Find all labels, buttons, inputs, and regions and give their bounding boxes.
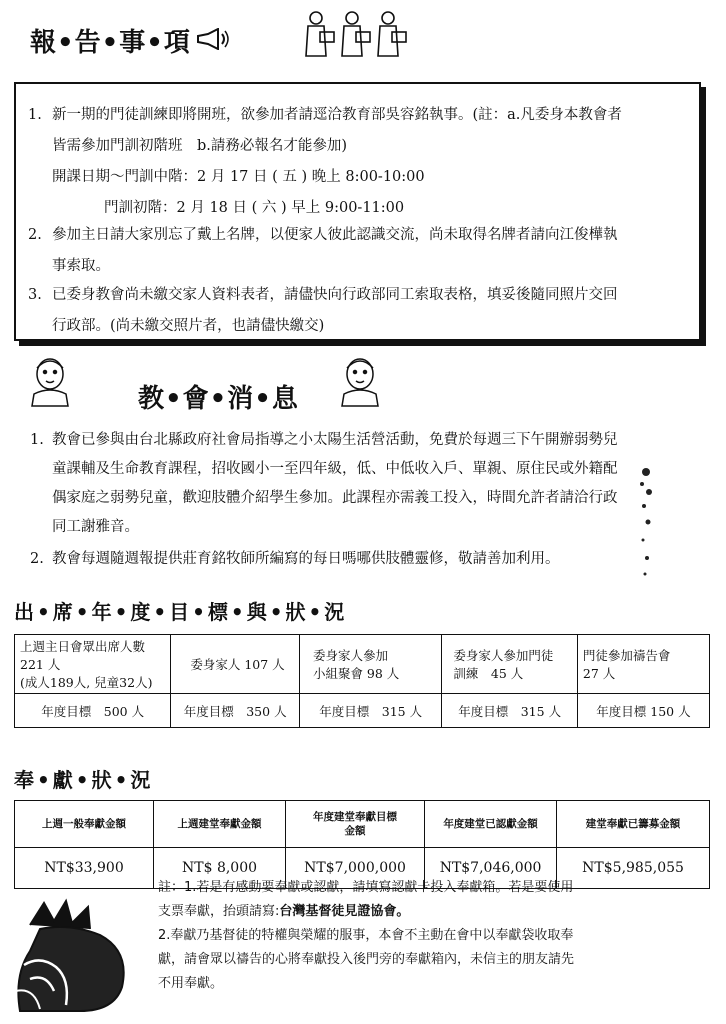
cell-line: 221 人 bbox=[20, 657, 61, 672]
note-2-line-2: 獻，請會眾以禱告的心將奉獻投入後門旁的奉獻箱內，未信主的朋友請先 bbox=[158, 952, 575, 967]
offering-header bbox=[286, 801, 425, 848]
offering-header-row bbox=[15, 801, 710, 848]
cell-line: 訓練 45 人 bbox=[453, 666, 524, 681]
report-1-line-4: 門訓初階：2 月 18 日 ( 六 ) 早上 9:00-11:00 bbox=[104, 200, 405, 216]
report-3-line-1: 已委身教會尚未繳交家人資料表者，請儘快向行政部同工索取表格，填妥後隨同照片交回 bbox=[52, 287, 618, 303]
payee-name: 台灣基督徒見證協會。 bbox=[279, 904, 410, 919]
attendance-cell-prayer bbox=[577, 635, 709, 694]
offering-notes bbox=[158, 876, 703, 996]
offering-value: NT$33,900 bbox=[15, 848, 154, 889]
offering-header bbox=[15, 801, 154, 848]
cell-line: 27 人 bbox=[582, 666, 616, 681]
cherub-right-icon bbox=[338, 354, 382, 408]
section-title-reports: 報•告•事•項 bbox=[30, 28, 191, 58]
report-2-line-2: 事索取。 bbox=[52, 258, 110, 274]
offering-value: NT$7,000,000 bbox=[286, 848, 425, 889]
offering-value: NT$5,985,055 bbox=[557, 848, 710, 889]
offering-header bbox=[557, 801, 710, 848]
target-cell: 年度目標 500 人 bbox=[15, 694, 171, 728]
header-text: 金額 bbox=[344, 825, 366, 837]
offering-value: NT$7,046,000 bbox=[425, 848, 557, 889]
report-1-line-1: 新一期的門徒訓練即將開班，欲參加者請逕洽教育部吳容銘執事。(註：a.凡委身本教會者 bbox=[52, 107, 622, 123]
report-1-line-3: 開課日期～門訓中階：2 月 17 日 ( 五 ) 晚上 8:00-10:00 bbox=[52, 169, 425, 185]
section-title-news: 教•會•消•息 bbox=[138, 384, 299, 414]
ink-blot-decoration bbox=[634, 462, 658, 582]
megaphone-icon bbox=[196, 28, 230, 50]
attendance-row-target bbox=[15, 694, 710, 728]
target-cell: 年度目標 350 人 bbox=[171, 694, 300, 728]
target-cell: 年度目標 315 人 bbox=[442, 694, 578, 728]
cell-line: 小組聚會 98 人 bbox=[312, 666, 400, 681]
attendance-cell-members bbox=[171, 635, 300, 694]
item-number: 1. bbox=[28, 107, 42, 123]
target-cell: 年度目標 315 人 bbox=[299, 694, 441, 728]
item-number: 2. bbox=[30, 551, 44, 567]
offering-header bbox=[154, 801, 286, 848]
cell-line: (成人189人, 兒童32人) bbox=[20, 675, 153, 690]
note-1-line-1: 註：1.若是有感動要奉獻或認獻，請填寫認獻卡投入奉獻箱。若是要使用 bbox=[158, 880, 574, 895]
note-1-line-2 bbox=[158, 900, 703, 924]
news-1-line-4: 同工謝雅音。 bbox=[52, 519, 139, 535]
header-text: 上週建堂奉獻金額 bbox=[177, 818, 262, 830]
header-text: 上週一般奉獻金額 bbox=[42, 818, 126, 830]
target-cell: 年度目標 150 人 bbox=[577, 694, 709, 728]
note-1-line-2-prefix: 支票奉獻，抬頭請寫: bbox=[158, 904, 280, 919]
cell-line: 門徒參加禱告會 bbox=[582, 648, 671, 663]
cell-line: 委身家人 107 人 bbox=[190, 657, 285, 672]
attendance-row-current bbox=[15, 635, 710, 694]
attendance-cell-smallgroup bbox=[299, 635, 441, 694]
cell-line: 上週主日會眾出席人數 bbox=[20, 639, 146, 654]
header-text: 年度建堂已認獻金額 bbox=[443, 818, 538, 830]
news-2-line-1: 教會每週隨週報提供莊育銘牧師所編寫的每日嗎哪供肢體靈修，敬請善加利用。 bbox=[52, 551, 560, 567]
attendance-cell-discipleship bbox=[442, 635, 578, 694]
cell-line: 委身家人參加門徒 bbox=[453, 648, 554, 663]
news-1-line-1: 教會已參與由台北縣政府社會局指導之小太陽生活營活動，免費於每週三下午開辦弱勢兒 bbox=[52, 432, 618, 448]
header-text: 年度建堂奉獻目標 bbox=[313, 811, 398, 823]
report-3-line-2: 行政部。(尚未繳交照片者，也請儘快繳交) bbox=[52, 318, 325, 334]
offering-value: NT$ 8,000 bbox=[154, 848, 286, 889]
section-title-offering: 奉•獻•狀•況 bbox=[14, 768, 154, 792]
item-number: 3. bbox=[28, 287, 42, 303]
note-2-line-1: 2.奉獻乃基督徒的特權與榮耀的服事，本會不主動在會中以奉獻袋收取奉 bbox=[158, 928, 574, 943]
offering-header bbox=[425, 801, 557, 848]
cell-line: 委身家人參加 bbox=[312, 648, 388, 663]
item-number: 2. bbox=[28, 227, 42, 243]
header-text: 建堂奉獻已籌募金額 bbox=[585, 818, 681, 830]
attendance-cell-sunday bbox=[15, 635, 171, 694]
choir-figures-icon bbox=[300, 6, 412, 66]
note-2-line-3: 不用奉獻。 bbox=[158, 976, 224, 991]
news-1-line-2: 童課輔及生命教育課程，招收國小一至四年級，低、中低收入戶、單親、原住民或外籍配 bbox=[52, 461, 618, 477]
news-1-line-3: 偶家庭之弱勢兒童，歡迎肢體介紹學生參加。此課程亦需義工投入，時間允許者請洽行政 bbox=[52, 490, 618, 506]
rooster-illustration bbox=[10, 895, 140, 1013]
attendance-table bbox=[14, 634, 710, 728]
item-number: 1. bbox=[30, 432, 44, 448]
report-1-line-2: 皆需參加門訓初階班 b.請務必報名才能參加) bbox=[52, 138, 348, 154]
cherub-left-icon bbox=[28, 354, 72, 408]
reports-box bbox=[14, 82, 701, 341]
report-2-line-1: 參加主日請大家別忘了戴上名牌，以便家人彼此認識交流，尚未取得名牌者請向江俊樺執 bbox=[52, 227, 618, 243]
section-title-attendance: 出•席•年•度•目•標•與•狀•況 bbox=[14, 600, 348, 624]
